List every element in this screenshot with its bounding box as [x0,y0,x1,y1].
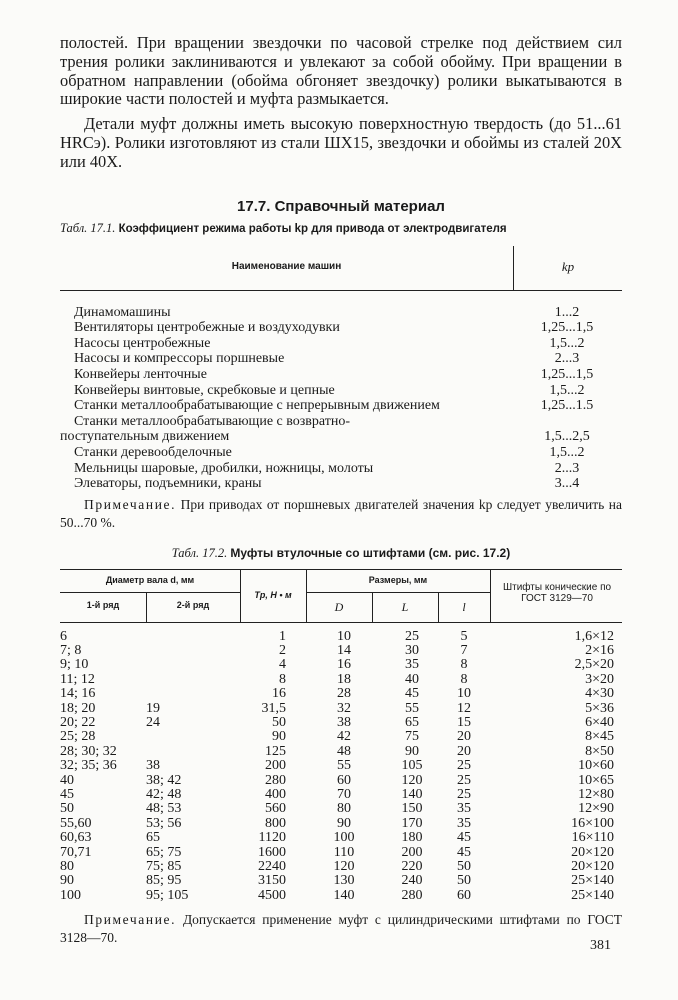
table1-row-value: 1,25...1.5 [540,398,594,414]
table2-cell-row2: 42; 48 [146,787,182,802]
table2-cell-torque: 800 [265,815,286,831]
table1-row-name: Насосы и компрессоры поршневые [74,351,285,367]
table1-row-value: 1...2 [554,304,580,320]
table2-cell-torque: 280 [265,772,286,788]
table2-cell-D: 130 [333,873,355,889]
table2-row [60,889,622,903]
table2-cell-D: 100 [333,830,355,846]
table2-row [60,788,622,802]
table2-cell-row1: 32; 35; 36 [60,758,117,774]
table2-cell-l: 25 [457,787,471,802]
table2-cell-torque: 1 [279,628,286,644]
table2-cell-l: 8 [460,671,468,687]
table1-label: Табл. 17.1. [60,220,116,235]
table2-cell-l: 50 [457,873,471,889]
table2-cell-D: 18 [337,671,351,687]
table2-cell-pins: 25×140 [571,887,614,903]
table2-row [60,730,622,744]
table2-cell-L: 105 [401,758,423,774]
table2-cell-pins: 6×40 [585,715,614,731]
table2-cell-L: 140 [401,787,423,802]
table2-cell-L: 55 [405,700,419,716]
table2-cell-l: 12 [457,700,471,716]
table2-cell-pins: 2,5×20 [574,657,614,673]
table2-cell-l: 25 [457,758,471,774]
table2-cell-row1: 50 [60,801,74,817]
table2-row [60,817,622,831]
table2-body [60,630,622,903]
table2-cell-torque: 400 [265,787,286,802]
table2-cell-row1: 60,63 [60,830,92,846]
table2-cell-pins: 16×110 [571,830,614,846]
table2-cell-D: 120 [333,858,355,874]
table2-cell-row1: 90 [60,873,74,889]
table2-row [60,673,622,687]
table2-col-D: D [334,599,344,614]
table1-row-name: Динамомашины [74,304,171,320]
table2-cell-row1: 11; 12 [60,671,95,687]
table2-cell-D: 28 [337,686,351,702]
table2-row [60,874,622,888]
table2-cell-D: 48 [337,743,351,759]
table2-cell-row1: 6 [60,628,67,644]
table2-cell-pins: 12×90 [578,801,614,817]
table2-cell-l: 20 [457,729,471,745]
table2-cell-row1: 7; 8 [60,643,82,659]
table2-row [60,774,622,788]
table2-cell-row1: 100 [60,887,81,903]
table2-cell-torque: 8 [279,671,286,687]
table2-col-pins: Штифты конические по ГОСТ 3129—70 [502,581,612,604]
table2-row [60,644,622,658]
table2-cell-row2: 53; 56 [146,815,182,831]
table2-header [60,569,622,623]
table1-body [60,305,622,492]
table2-cell-D: 70 [337,787,351,802]
table2-cell-torque: 1120 [258,830,286,846]
table2-col-L: L [401,599,409,614]
table2-row [60,802,622,816]
table1-row-value: 1,25...1,5 [540,320,594,336]
table2-cell-D: 90 [337,815,351,831]
table2-cell-l: 7 [460,643,468,659]
page-content [60,34,622,947]
table1-row-value: 2...3 [554,351,580,367]
table2-row [60,658,622,672]
table2-cell-L: 180 [401,830,423,846]
table2-cell-l: 45 [457,844,471,860]
paragraph-intro-1: полостей. При вращении звездочки по часовой стрелке под действием сил трения ролики заклиниваются и увлекают за собой обойму. При вращении в обратном направлении (обойма обгоняет звездочку) ролики выкатываются в широкие части полостей и муфта размыкается. [60,33,622,109]
table2-cell-torque: 125 [265,743,286,759]
table1-row-value: 1,5...2 [549,335,585,351]
table2-col-diam: Диаметр вала d, мм [105,574,195,585]
table1-row-name: Элеваторы, подъемники, краны [74,476,262,492]
table2-cell-L: 65 [405,715,419,731]
page-number: 381 [590,938,611,953]
table2-cell-row1: 20; 22 [60,715,96,731]
table2-cell-D: 42 [337,729,351,745]
table2-cell-torque: 2 [279,643,286,659]
table2-cell-row1: 28; 30; 32 [60,743,117,759]
table1-col-name: Наименование машин [60,246,514,290]
table2-cell-pins: 4×30 [585,686,614,702]
table2-cell-D: 10 [337,628,351,644]
table1-row-value: 1,5...2 [549,444,585,460]
table2-cell-torque: 560 [265,801,286,817]
table2-col-l: l [462,599,466,614]
table2-cell-pins: 16×100 [571,815,614,831]
table2-cell-row1: 40 [60,772,74,788]
table2-cell-D: 14 [337,643,351,659]
table2-cell-L: 25 [405,628,419,644]
table2-cell-torque: 90 [272,729,286,745]
table2-row [60,745,622,759]
table1-title: Коэффициент режима работы kр для привода от электродвигателя [118,222,507,235]
table2-cell-row1: 70,71 [60,844,92,860]
table2-cell-L: 280 [401,887,423,903]
table2-cell-L: 200 [401,844,423,860]
table2-cell-row2: 75; 85 [146,858,182,874]
table2-cell-l: 45 [457,830,471,846]
table2-cell-l: 15 [457,715,471,731]
table1-caption [60,221,622,236]
table2-cell-D: 60 [337,772,351,788]
table2-cell-torque: 4 [279,657,286,673]
table2-cell-torque: 2240 [258,858,286,874]
table2-cell-pins: 8×45 [585,729,614,745]
table2-cell-row1: 14; 16 [60,686,96,702]
table2-cell-l: 50 [457,858,471,874]
table2-cell-row2: 19 [146,700,160,716]
table2-cell-row2: 24 [146,715,160,731]
table2-cell-row2: 85; 95 [146,873,182,889]
table1-row-value: 1,5...2,5 [544,429,590,445]
table2-cell-D: 140 [333,887,355,903]
table2-cell-L: 170 [401,815,423,831]
table1-row-value: 3...4 [554,476,580,492]
table2-cell-row1: 9; 10 [60,657,89,673]
table2-cell-L: 30 [405,643,419,659]
table1-note-label: Примечание. [84,496,177,512]
table2-col-sizes: Размеры, мм [368,574,428,585]
table2-cell-L: 120 [401,772,423,788]
table2-cell-pins: 25×140 [571,873,614,889]
paragraph-intro-2: Детали муфт должны иметь высокую поверхностную твердость (до 51...61 HRCэ). Ролики изготовляют из стали ШХ15, звездочки и обоймы из сталей 20Х или 40Х. [60,114,622,171]
table1-note [60,496,622,532]
table2-cell-pins: 12×80 [578,787,614,802]
table2-row [60,846,622,860]
table2-cell-l: 20 [457,743,471,759]
table2-cell-pins: 10×60 [578,758,614,774]
table2-cell-l: 25 [457,772,471,788]
table1-row-name: Насосы центробежные [74,335,211,351]
table1-row-value: 2...3 [554,460,580,476]
table2-cell-torque: 200 [265,758,286,774]
table1-header [60,246,622,291]
table2-cell-row2: 38; 42 [146,772,182,788]
table2-cell-D: 80 [337,801,351,817]
table2-cell-torque: 1600 [258,844,286,860]
table2-cell-row2: 65; 75 [146,844,182,860]
table1-row-name: Станки металлообрабатывающие с непрерывным движением [74,398,440,414]
table2-cell-l: 10 [457,686,471,702]
table2-note-label: Примечание. [84,912,177,928]
table2-row [60,860,622,874]
table2-cell-D: 55 [337,758,351,774]
table1-row-value: 1,5...2 [549,382,585,398]
table2-cell-row2: 38 [146,758,160,774]
table2-cell-pins: 8×50 [585,743,614,759]
table2-cell-D: 110 [333,844,355,860]
table2-cell-torque: 31,5 [261,700,286,716]
table2-cell-row1: 25; 28 [60,729,96,745]
table2-cell-L: 220 [401,858,423,874]
table2-row [60,687,622,701]
table2-col-row1: 1-й ряд [86,599,120,610]
table2-caption [60,546,622,561]
table2-cell-pins: 2×16 [585,643,614,659]
table2-col-torque: Tр, Н • м [254,589,292,600]
table1-row-name: Мельницы шаровые, дробилки, ножницы, молоты [74,460,374,476]
table2-cell-pins: 20×120 [571,858,614,874]
table1-note-text: При приводах от поршневых двигателей значения kр следует увеличить на 50...70 %. [60,496,623,530]
table2-cell-l: 35 [457,815,471,831]
table2-label: Табл. 17.2. [171,545,228,560]
table2-cell-L: 40 [405,671,419,687]
table2-cell-pins: 3×20 [585,671,614,687]
table2-cell-L: 45 [405,686,419,702]
table2-cell-row1: 45 [60,787,74,802]
table2-cell-l: 5 [460,628,468,644]
table2-cell-D: 32 [337,700,351,716]
table2-row [60,716,622,730]
table1-row-value: 1,25...1,5 [540,366,594,382]
table2-cell-L: 75 [405,729,419,745]
table2-note-text: Допускается применение муфт с цилиндрическими штифтами по ГОСТ 3128—70. [60,912,623,946]
table2-cell-torque: 4500 [258,887,286,903]
table2-cell-L: 240 [401,873,423,889]
table2-row [60,702,622,716]
table2-cell-row2: 48; 53 [146,801,182,817]
table2-cell-row1: 55,60 [60,815,92,831]
table2-col-row2: 2-й ряд [176,599,210,610]
table2-cell-pins: 20×120 [571,844,614,860]
table1-row-name: Станки деревообделочные [74,444,232,460]
table1-col-value: kр [561,258,575,274]
table2-cell-L: 150 [401,801,423,817]
table2-cell-pins: 1,6×12 [574,628,614,644]
table1-row-name: Станки металлообрабатывающие с возвратно-поступательным движением [60,413,351,445]
table2-cell-l: 60 [457,887,471,903]
table2-cell-row1: 18; 20 [60,700,96,716]
table2-cell-torque: 3150 [258,873,286,889]
table2-cell-l: 35 [457,801,471,817]
table2-cell-row2: 95; 105 [146,887,189,903]
table2-cell-row1: 80 [60,858,74,874]
table2-cell-pins: 5×36 [585,700,614,716]
table2-row [60,759,622,773]
table2-cell-pins: 10×65 [578,772,614,788]
table2-cell-L: 90 [405,743,419,759]
table2-cell-torque: 16 [272,686,286,702]
table2-note [60,911,622,947]
table2-row [60,630,622,644]
table1-row-name: Конвейеры винтовые, скребковые и цепные [74,382,335,398]
table1-row-name: Вентиляторы центробежные и воздуходувки [74,320,340,336]
table2-cell-D: 16 [337,657,351,673]
table2-title: Муфты втулочные со штифтами (см. рис. 17.2) [230,545,511,560]
table2-cell-L: 35 [405,657,419,673]
table1-row-name: Конвейеры ленточные [74,366,207,382]
table2-cell-torque: 50 [272,715,286,731]
table2-row [60,831,622,845]
table2-cell-l: 8 [460,657,468,673]
table2-cell-D: 38 [337,715,351,731]
table2-cell-row2: 65 [146,830,160,846]
section-title: 17.7. Справочный материал [237,197,445,215]
